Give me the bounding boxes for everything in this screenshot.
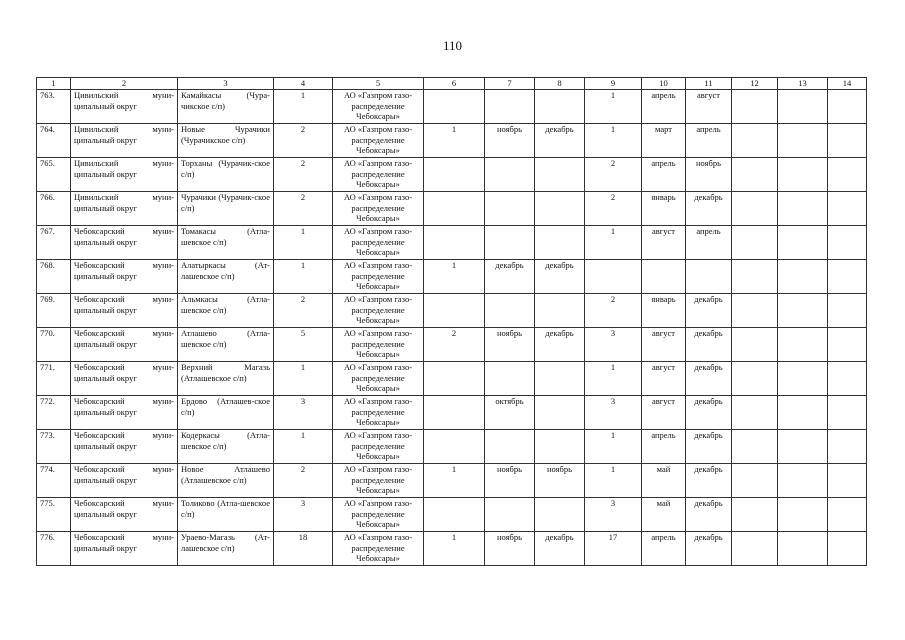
table-cell: 1 [274, 90, 333, 124]
table-cell: август [642, 226, 686, 260]
table-cell: декабрь [686, 532, 732, 566]
table-cell: Чебоксарский муни-ципальный округ [71, 430, 178, 464]
table-cell: 2 [274, 124, 333, 158]
table-cell: 765. [37, 158, 71, 192]
table-cell [778, 192, 828, 226]
table-cell [535, 192, 585, 226]
table-cell: 1 [424, 464, 485, 498]
column-header: 14 [828, 78, 867, 90]
table-cell [778, 260, 828, 294]
table-cell [485, 158, 535, 192]
table-cell: 764. [37, 124, 71, 158]
table-cell [485, 498, 535, 532]
table-cell [778, 294, 828, 328]
table-cell: Цивильский муни-ципальный округ [71, 124, 178, 158]
table-cell: Чебоксарский муни-ципальный округ [71, 294, 178, 328]
table-cell: 774. [37, 464, 71, 498]
table-row [37, 328, 867, 362]
table-cell: апрель [686, 124, 732, 158]
column-header: 5 [333, 78, 424, 90]
table-cell: декабрь [686, 396, 732, 430]
table-cell: апрель [642, 430, 686, 464]
table-cell: АО «Газпром газо-распределение Чебоксары» [333, 328, 424, 362]
table-row [37, 464, 867, 498]
table-cell [535, 498, 585, 532]
table-cell: 2 [585, 192, 642, 226]
table-cell: Камайкасы (Чура-чикское с/п) [178, 90, 274, 124]
table-cell: 2 [585, 158, 642, 192]
table-cell: август [642, 362, 686, 396]
table-cell [424, 294, 485, 328]
table-cell: декабрь [686, 430, 732, 464]
column-header: 4 [274, 78, 333, 90]
table-cell [485, 362, 535, 396]
table-cell: 2 [274, 192, 333, 226]
table-cell [828, 158, 867, 192]
table-cell: декабрь [535, 124, 585, 158]
table-cell: 767. [37, 226, 71, 260]
table-cell: 2 [274, 464, 333, 498]
header-row [37, 78, 867, 90]
table-cell: май [642, 464, 686, 498]
table-cell: апрель [686, 226, 732, 260]
table-cell [642, 260, 686, 294]
table-cell: Торханы (Чурачик-ское с/п) [178, 158, 274, 192]
table-cell [485, 226, 535, 260]
table-cell: Ердово (Атлашев-ское с/п) [178, 396, 274, 430]
table-cell [828, 192, 867, 226]
table-cell [424, 192, 485, 226]
column-header: 13 [778, 78, 828, 90]
table-cell: Чебоксарский муни-ципальный округ [71, 396, 178, 430]
table-cell [485, 430, 535, 464]
table-cell: 1 [274, 430, 333, 464]
table-cell: Кодеркасы (Атла-шевское с/п) [178, 430, 274, 464]
table-cell: Атлашево (Атла-шевское с/п) [178, 328, 274, 362]
table-cell: декабрь [535, 328, 585, 362]
column-header: 2 [71, 78, 178, 90]
table-cell: октябрь [485, 396, 535, 430]
table-cell: ноябрь [535, 464, 585, 498]
table-cell [828, 362, 867, 396]
table-cell: ноябрь [686, 158, 732, 192]
table-cell: декабрь [535, 260, 585, 294]
table-cell [778, 158, 828, 192]
table-cell: 771. [37, 362, 71, 396]
table-row [37, 532, 867, 566]
table-row [37, 260, 867, 294]
table-cell [732, 158, 778, 192]
table-cell [828, 532, 867, 566]
table-cell: Чебоксарский муни-ципальный округ [71, 226, 178, 260]
column-header: 8 [535, 78, 585, 90]
table-cell: 1 [424, 532, 485, 566]
table-cell: АО «Газпром газо-распределение Чебоксары» [333, 294, 424, 328]
table-cell: апрель [642, 90, 686, 124]
table-cell [828, 90, 867, 124]
table-cell [732, 90, 778, 124]
table-cell: Чебоксарский муни-ципальный округ [71, 260, 178, 294]
table-cell: декабрь [686, 328, 732, 362]
table-cell: Цивильский муни-ципальный округ [71, 158, 178, 192]
table-cell: 1 [585, 430, 642, 464]
column-header: 11 [686, 78, 732, 90]
table-cell: 766. [37, 192, 71, 226]
table-cell: ноябрь [485, 124, 535, 158]
table-cell [732, 396, 778, 430]
table-cell: декабрь [686, 498, 732, 532]
table-cell: АО «Газпром газо-распределение Чебоксары» [333, 362, 424, 396]
data-table [36, 77, 867, 566]
table-cell: АО «Газпром газо-распределение Чебоксары» [333, 430, 424, 464]
table-cell: декабрь [686, 192, 732, 226]
table-row [37, 498, 867, 532]
table-row [37, 396, 867, 430]
table-cell: 769. [37, 294, 71, 328]
table-cell: ноябрь [485, 328, 535, 362]
table-row [37, 362, 867, 396]
table-cell: 18 [274, 532, 333, 566]
table-cell: Альмкасы (Атла-шевское с/п) [178, 294, 274, 328]
table-cell: 763. [37, 90, 71, 124]
table-cell: Чебоксарский муни-ципальный округ [71, 362, 178, 396]
table-cell: 1 [585, 124, 642, 158]
table-cell [828, 260, 867, 294]
table-cell [828, 328, 867, 362]
table-cell [828, 124, 867, 158]
table-cell: 776. [37, 532, 71, 566]
column-header: 6 [424, 78, 485, 90]
table-row [37, 124, 867, 158]
table-cell [732, 226, 778, 260]
table-cell [732, 464, 778, 498]
table-cell: январь [642, 192, 686, 226]
table-cell: декабрь [535, 532, 585, 566]
table-cell: 1 [585, 90, 642, 124]
table-cell [828, 498, 867, 532]
table-cell [732, 328, 778, 362]
table-cell [778, 328, 828, 362]
table-cell: Томакасы (Атла-шевское с/п) [178, 226, 274, 260]
table-cell [424, 362, 485, 396]
table-cell [535, 430, 585, 464]
table-cell: август [686, 90, 732, 124]
column-header: 12 [732, 78, 778, 90]
table-cell [485, 90, 535, 124]
table-cell [778, 362, 828, 396]
table-row [37, 90, 867, 124]
table-cell [424, 158, 485, 192]
table-cell: 3 [585, 328, 642, 362]
table-cell: Алатыркасы (Ат-лашевское с/п) [178, 260, 274, 294]
table-cell [732, 430, 778, 464]
table-cell [535, 158, 585, 192]
table-cell [778, 226, 828, 260]
table-cell: АО «Газпром газо-распределение Чебоксары» [333, 396, 424, 430]
page-number: 110 [442, 38, 463, 53]
table-cell [778, 124, 828, 158]
table-cell [778, 498, 828, 532]
table-cell [732, 124, 778, 158]
table-cell: апрель [642, 158, 686, 192]
table-cell: 3 [274, 498, 333, 532]
table-cell [778, 90, 828, 124]
table-row [37, 158, 867, 192]
table-cell [424, 90, 485, 124]
table-cell: 770. [37, 328, 71, 362]
table-cell [485, 192, 535, 226]
table-cell [828, 396, 867, 430]
table-cell: 1 [274, 226, 333, 260]
table-body [37, 90, 867, 566]
table-cell: АО «Газпром газо-распределение Чебоксары» [333, 90, 424, 124]
table-cell: 1 [274, 260, 333, 294]
table-cell: АО «Газпром газо-распределение Чебоксары» [333, 464, 424, 498]
table-cell: август [642, 328, 686, 362]
table-cell [535, 90, 585, 124]
table-cell: Толиково (Атла-шевское с/п) [178, 498, 274, 532]
table-row [37, 294, 867, 328]
table-cell [424, 396, 485, 430]
table-cell [732, 260, 778, 294]
table-cell [535, 362, 585, 396]
table-cell: март [642, 124, 686, 158]
table-row [37, 192, 867, 226]
table-cell: декабрь [686, 362, 732, 396]
table-cell: 2 [585, 294, 642, 328]
table-cell: АО «Газпром газо-распределение Чебоксары» [333, 226, 424, 260]
table-cell [828, 430, 867, 464]
column-header: 3 [178, 78, 274, 90]
table-cell [686, 260, 732, 294]
table-cell: Чурачики (Чурачик-ское с/п) [178, 192, 274, 226]
table-cell: Верхний Магазь (Атлашевское с/п) [178, 362, 274, 396]
table-cell: 775. [37, 498, 71, 532]
table-cell: АО «Газпром газо-распределение Чебоксары» [333, 498, 424, 532]
table-cell: Чебоксарский муни-ципальный округ [71, 532, 178, 566]
table-cell [828, 294, 867, 328]
table-cell: август [642, 396, 686, 430]
table-cell [828, 464, 867, 498]
table-cell: 773. [37, 430, 71, 464]
table-cell: ноябрь [485, 532, 535, 566]
table-cell: 3 [585, 498, 642, 532]
table-cell [732, 192, 778, 226]
table-cell: 17 [585, 532, 642, 566]
table-cell [828, 226, 867, 260]
table-cell [732, 498, 778, 532]
table-cell [778, 430, 828, 464]
table-cell: 1 [424, 124, 485, 158]
table-cell: январь [642, 294, 686, 328]
table-cell [778, 532, 828, 566]
table-cell: 1 [585, 362, 642, 396]
table-cell: Новые Чурачики (Чурачикское с/п) [178, 124, 274, 158]
column-header: 9 [585, 78, 642, 90]
table-cell [732, 532, 778, 566]
table-cell: Чебоксарский муни-ципальный округ [71, 464, 178, 498]
column-header: 10 [642, 78, 686, 90]
column-header: 1 [37, 78, 71, 90]
table-cell: декабрь [686, 464, 732, 498]
table-cell [778, 464, 828, 498]
table-cell: 768. [37, 260, 71, 294]
table-cell [424, 430, 485, 464]
table-cell: Ураево-Магазь (Ат-лашевское с/п) [178, 532, 274, 566]
table-cell: 1 [585, 226, 642, 260]
table-cell: декабрь [485, 260, 535, 294]
table-cell: 772. [37, 396, 71, 430]
table-cell [585, 260, 642, 294]
table-cell: Чебоксарский муни-ципальный округ [71, 498, 178, 532]
table-cell: 1 [424, 260, 485, 294]
table-cell [535, 396, 585, 430]
table-cell [424, 498, 485, 532]
table-cell: 2 [274, 294, 333, 328]
table-cell: Цивильский муни-ципальный округ [71, 90, 178, 124]
column-header: 7 [485, 78, 535, 90]
table-cell: Новое Атлашево (Атлашевское с/п) [178, 464, 274, 498]
table-cell [732, 294, 778, 328]
table-cell: 3 [274, 396, 333, 430]
table-cell [485, 294, 535, 328]
table-cell [535, 294, 585, 328]
table-cell: 2 [424, 328, 485, 362]
table-cell: АО «Газпром газо-распределение Чебоксары» [333, 260, 424, 294]
table-cell: АО «Газпром газо-распределение Чебоксары» [333, 192, 424, 226]
table-cell [535, 226, 585, 260]
table-cell: апрель [642, 532, 686, 566]
table-cell: АО «Газпром газо-распределение Чебоксары» [333, 158, 424, 192]
table-cell: АО «Газпром газо-распределение Чебоксары» [333, 532, 424, 566]
table-cell: ноябрь [485, 464, 535, 498]
table-cell: 1 [274, 362, 333, 396]
table-row [37, 430, 867, 464]
table-cell [732, 362, 778, 396]
table-row [37, 226, 867, 260]
table-cell: 1 [585, 464, 642, 498]
table-cell [424, 226, 485, 260]
table-cell: декабрь [686, 294, 732, 328]
table-cell: АО «Газпром газо-распределение Чебоксары» [333, 124, 424, 158]
table-cell: Чебоксарский муни-ципальный округ [71, 328, 178, 362]
table-cell [778, 396, 828, 430]
table-cell: май [642, 498, 686, 532]
table-cell: 5 [274, 328, 333, 362]
table-cell: 3 [585, 396, 642, 430]
table-cell: Цивильский муни-ципальный округ [71, 192, 178, 226]
table-cell: 2 [274, 158, 333, 192]
